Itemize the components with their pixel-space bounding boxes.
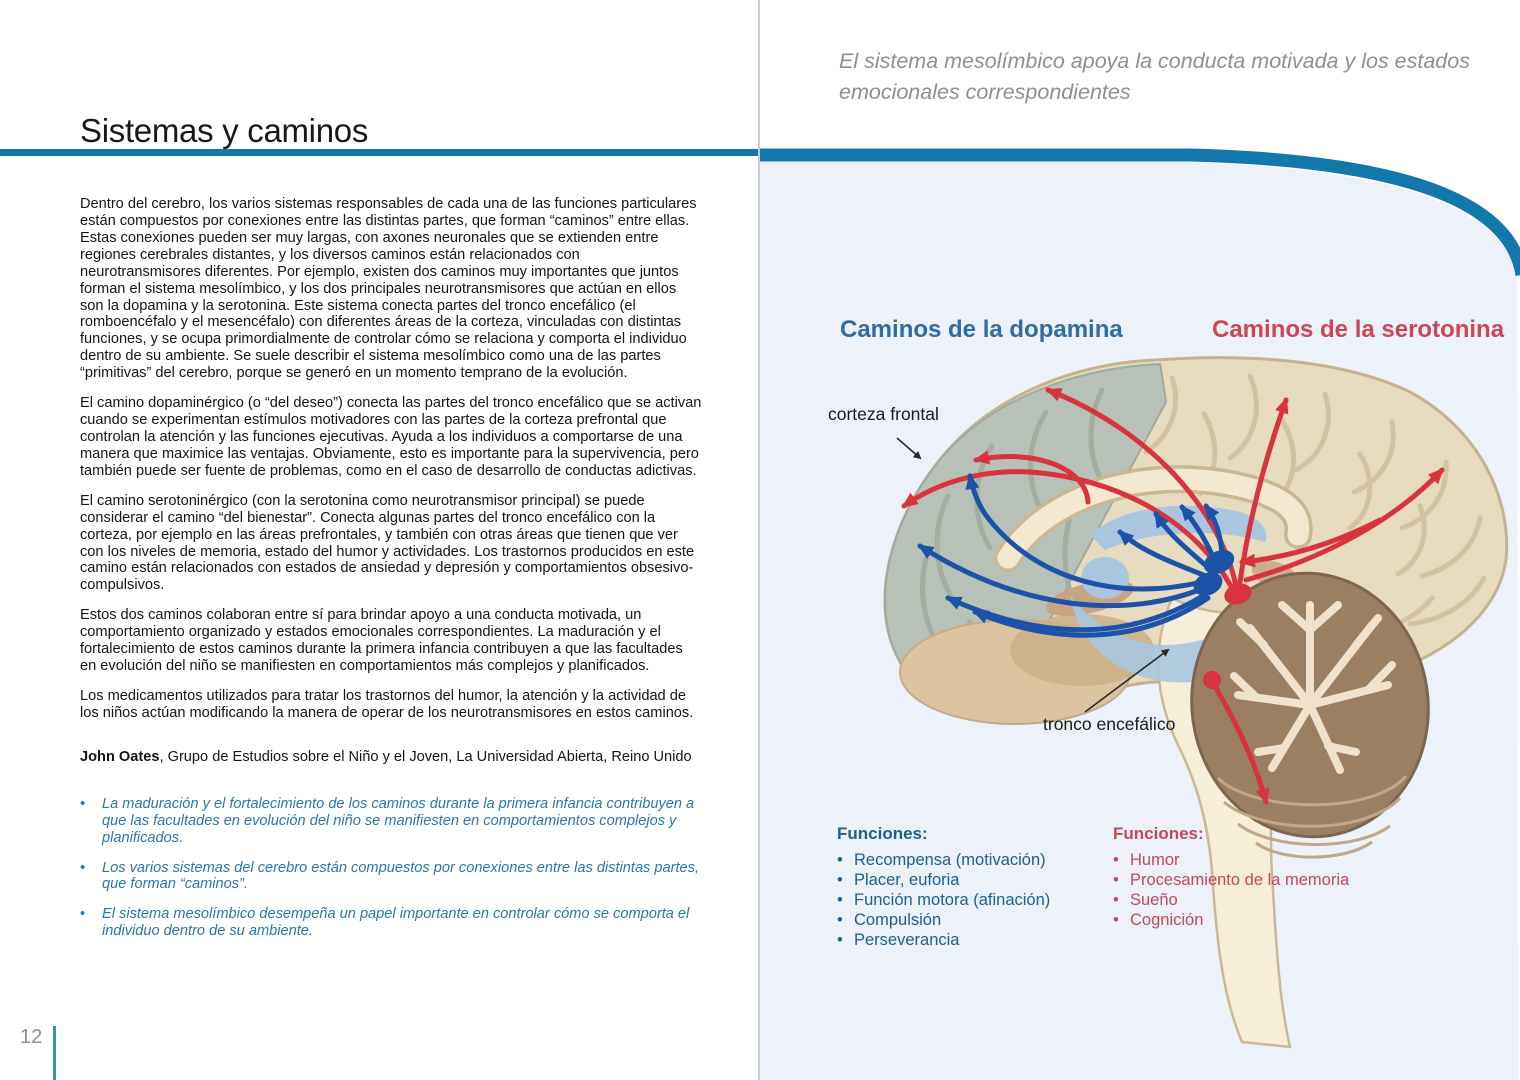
paragraph: El camino dopaminérgico (o “del deseo”) conecta las partes del tronco encefálico que se activan cuando se experimentan estímulos motivadores con las partes de la corteza prefrontal que controlan la atención y las funciones ejecutivas. Ayuda a los individuos a comportarse de una manera que maximice las ventajas. Obviamente, esto es importante para la supervivencia, pero también puede ser fuente de problemas, como en el caso de desarrollo de conductas adictivas. [80, 395, 702, 479]
serotonin-functions-list [1113, 824, 1349, 930]
function-item-text: • Compulsión [854, 911, 942, 929]
function-item-text: • Procesamiento de la memoria [1130, 871, 1350, 889]
paragraph: Estos dos caminos colaboran entre sí para brindar apoyo a una conducta motivada, un comportamiento organizado y estados emocionales correspondientes. La maduración y el fortalecimiento de estos caminos durante la primera infancia contribuyen a que las facultades en evolución del niño se manifiesten en comportamientos más complejos y planificados. [80, 607, 683, 675]
serotonin-heading: Caminos de la serotonina [1212, 315, 1505, 343]
body-text [80, 196, 702, 953]
paragraph: Los medicamentos utilizados para tratar los trastornos del humor, la atención y la actividad de los niños actúan modificando la manera de operar de los neurotransmisores en estos caminos. [80, 687, 694, 721]
function-item [1113, 870, 1349, 890]
function-item-text: • Recompensa (motivación) [854, 851, 1046, 869]
function-item [1113, 890, 1349, 910]
function-item [837, 890, 1050, 910]
function-item-text: • Placer, euforia [854, 871, 960, 889]
function-item [837, 930, 1050, 950]
function-item-text: • Humor [1130, 851, 1180, 869]
author-line [80, 749, 702, 766]
page-divider [758, 0, 760, 1080]
page-number-rule [53, 1026, 56, 1080]
functions-heading: Funciones: [837, 824, 928, 843]
function-item-text: • Perseverancia [854, 931, 960, 949]
paragraph: El camino serotoninérgico (con la serotonina como neurotransmisor principal) se puede considerar el camino “del bienestar”. Conecta algunas partes del tronco encefálico con la corteza, por ejemplo en las áreas prefrontales, y también con otras áreas que tienen que ver con los niveles de memoria, estado del humor y actividades. Los trastornos producidos en este camino están relacionados con estados de ansiedad y depresión y comportamientos obsesivo-compulsivos. [80, 492, 695, 594]
function-item-text: • Función motora (afinación) [854, 891, 1051, 909]
function-item [837, 850, 1050, 870]
page-title: Sistemas y caminos [80, 112, 369, 150]
functions-heading: Funciones: [1113, 824, 1204, 843]
paragraph: Dentro del cerebro, los varios sistemas responsables de cada una de las funciones particulares están compuestos por conexiones entre las distintas partes, que forman “caminos” entre ellas. Estas conexiones pueden ser muy largas, con axones neuronales que se extienden entre regiones cerebrales distantes, y los diversos caminos están relacionados con neurotransmisores diferentes. Por ejemplo, existen dos caminos muy importantes que juntos forman el sistema mesolímbico, y los dos principales neurotransmisores que actúan en ellos son la dopamina y la serotonina. Este sistema conecta partes del tronco encefálico (el romboencéfalo y el mesencéfalo) con diferentes áreas de la corteza, vinculadas con distintas funciones, y se ocupa primordialmente de controlar cómo se relaciona y comporta el individuo dentro de su ambiente. Se suele describir el sistema mesolímbico como una de las partes “primitivas” del cerebro, porque se generó en un momento temprano de la evolución. [80, 196, 697, 382]
key-point [80, 860, 702, 894]
key-point [80, 906, 702, 940]
key-point [80, 796, 702, 847]
author-affiliation: , Grupo de Estudios sobre el Niño y el Joven, La Universidad Abierta, Reino Unido [159, 748, 692, 765]
title-rule [0, 149, 758, 156]
brain-illustration [820, 350, 1520, 1060]
function-item [1113, 910, 1349, 930]
function-item [837, 870, 1050, 890]
frontal-cortex-label: corteza frontal [828, 404, 939, 424]
function-item [1113, 850, 1349, 870]
tagline: El sistema mesolímbico apoya la conducta motivada y los estados emocionales correspondientes [839, 49, 1470, 105]
dopamine-heading: Caminos de la dopamina [840, 315, 1123, 343]
key-point-text: • La maduración y el fortalecimiento de los caminos durante la primera infancia contribuyen a que las facultades en evolución del niño se manifiesten en comportamientos complejos y planificados. [102, 795, 695, 846]
key-point-text: • Los varios sistemas del cerebro están compuestos por conexiones entre las distintas partes, que forman “caminos”. [102, 859, 700, 893]
function-item-text: • Cognición [1130, 911, 1204, 929]
key-points [80, 796, 702, 940]
key-point-text: • El sistema mesolímbico desempeña un papel importante en controlar cómo se comporta el individuo dentro de su ambiente. [102, 906, 690, 940]
dopamine-functions-list [837, 824, 1050, 950]
brainstem-label: tronco encefálico [1043, 714, 1176, 734]
author-name: John Oates [80, 748, 160, 765]
page-number: 12 [20, 1026, 43, 1048]
function-item-text: • Sueño [1130, 891, 1178, 909]
function-item [837, 910, 1050, 930]
